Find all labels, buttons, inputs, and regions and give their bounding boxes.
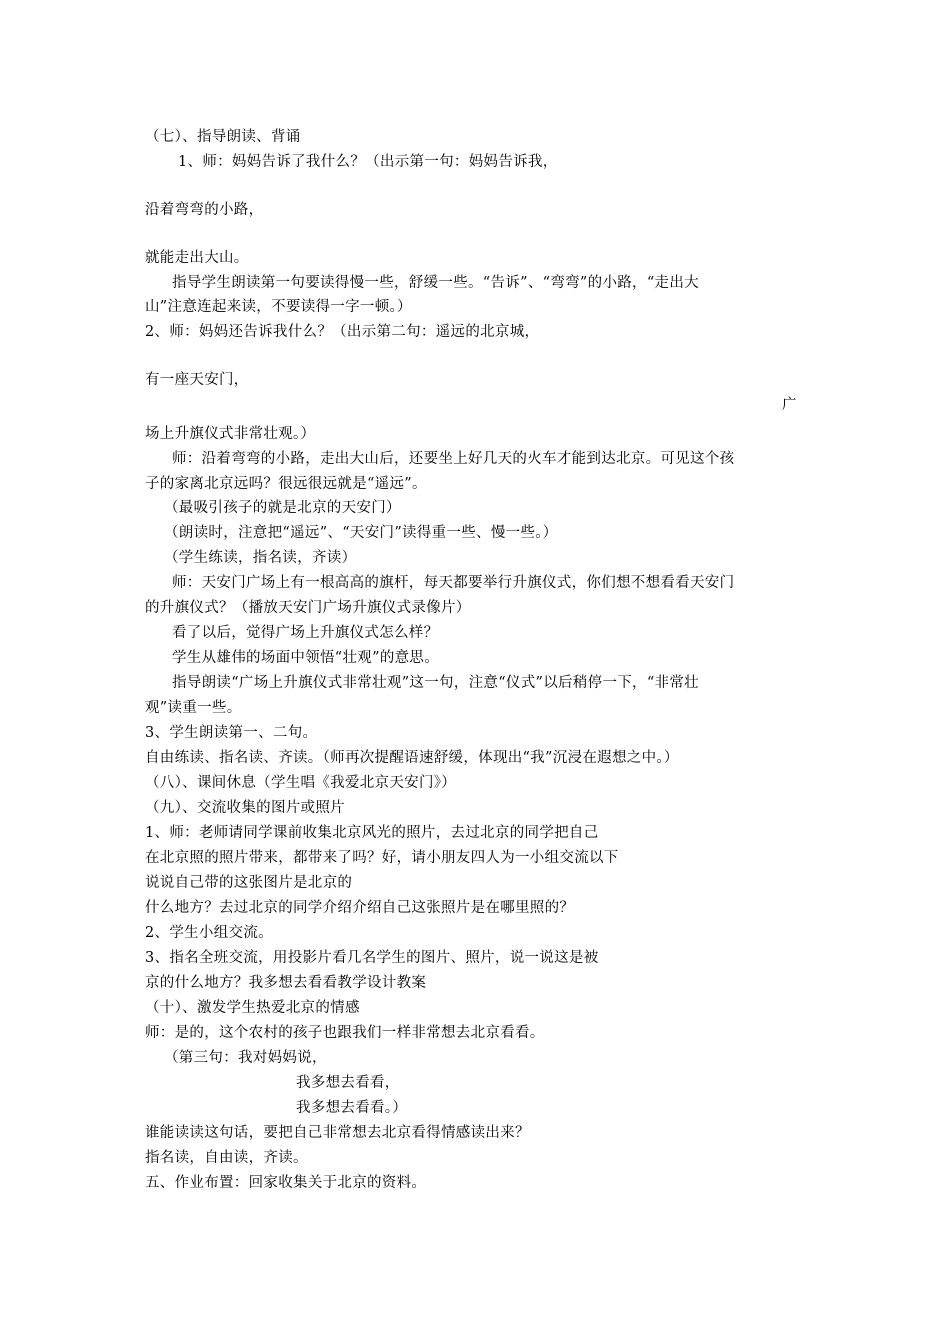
poem-line-fragment: 广	[782, 397, 797, 413]
paragraph-line: 3、指名全班交流，用投影片看几名学生的图片、照片，说一说这是被	[145, 950, 599, 966]
paragraph-line: 2、学生小组交流。	[145, 925, 273, 941]
section-heading-10: （十）、激发学生热爱北京的情感	[145, 1000, 360, 1016]
paragraph-line: 2、师：妈妈还告诉我什么？（出示第二句：遥远的北京城，	[145, 324, 540, 340]
poem-line: 有一座天安门，	[145, 372, 249, 388]
paragraph-line: 指导学生朗读第一句要读得慢一些，舒缓一些。“告诉”、“弯弯”的小路，“走出大	[172, 275, 699, 291]
paragraph-line: 子的家离北京远吗？很远很远就是“遥远”。	[145, 476, 427, 492]
paragraph-line: 谁能读读这句话，要把自己非常想去北京看得情感读出来？	[145, 1125, 530, 1141]
paragraph-line: 自由练读、指名读、齐读。（师再次提醒语速舒缓，体现出“我”沉浸在遐想之中。）	[145, 750, 679, 766]
paragraph-line: 学生从雄伟的场面中领悟“壮观”的意思。	[172, 650, 440, 666]
paragraph-line: 的升旗仪式？（播放天安门广场升旗仪式录像片）	[145, 600, 471, 616]
poem-line: 沿着弯弯的小路，	[145, 202, 264, 218]
paragraph-line: 说说自己带的这张图片是北京的	[145, 875, 353, 891]
paragraph-line: 观”读重一些。	[145, 700, 242, 716]
paragraph-line: （朗读时，注意把“遥远”、“天安门”读得重一些、慢一些。）	[164, 525, 558, 541]
paragraph-line: 师：是的，这个农村的孩子也跟我们一样非常想去北京看看。	[145, 1025, 545, 1041]
paragraph-line: 指名读，自由读，齐读。	[145, 1150, 308, 1166]
poem-line: （第三句：我对妈妈说，	[164, 1050, 327, 1066]
paragraph-line: 指导朗读“广场上升旗仪式非常壮观”这一句，注意“仪式”以后稍停一下，“非常壮	[172, 675, 699, 691]
poem-line: 我多想去看看。）	[296, 1100, 408, 1116]
paragraph-line: 3、学生朗读第一、二句。	[145, 725, 318, 741]
paragraph-line: 1、师：妈妈告诉了我什么？（出示第一句：妈妈告诉我，	[178, 154, 558, 170]
paragraph-line: 京的什么地方？我多想去看看教学设计教案	[145, 975, 427, 991]
poem-line: 我多想去看看，	[296, 1075, 400, 1091]
paragraph-line: 看了以后，觉得广场上升旗仪式怎么样？	[172, 625, 439, 641]
section-heading-7: （七）、指导朗读、背诵	[145, 129, 301, 145]
paragraph-line: 什么地方？去过北京的同学介绍介绍自己这张照片是在哪里照的？	[145, 900, 575, 916]
paragraph-line: 师：天安门广场上有一根高高的旗杆，每天都要举行升旗仪式，你们想不想看看天安门	[172, 575, 735, 591]
paragraph-line: 师：沿着弯弯的小路，走出大山后，还要坐上好几天的火车才能到达北京。可见这个孩	[172, 451, 735, 467]
poem-line: 场上升旗仪式非常壮观。）	[145, 426, 316, 442]
paragraph-line: 1、师：老师请同学课前收集北京风光的照片，去过北京的同学把自己	[145, 825, 599, 841]
paragraph-line: （学生练读，指名读，齐读）	[164, 550, 357, 566]
poem-line: 就能走出大山。	[145, 250, 249, 266]
section-heading-5: 五、作业布置：回家收集关于北京的资料。	[145, 1175, 427, 1191]
paragraph-line: 山”注意连起来读，不要读得一字一顿。）	[145, 299, 412, 315]
section-heading-8: （八）、课间休息（学生唱《我爱北京天安门》）	[145, 775, 457, 791]
paragraph-line: （最吸引孩子的就是北京的天安门）	[164, 500, 401, 516]
section-heading-9: （九）、交流收集的图片或照片	[145, 800, 345, 816]
paragraph-line: 在北京照的照片带来，都带来了吗？好，请小朋友四人为一小组交流以下	[145, 850, 619, 866]
